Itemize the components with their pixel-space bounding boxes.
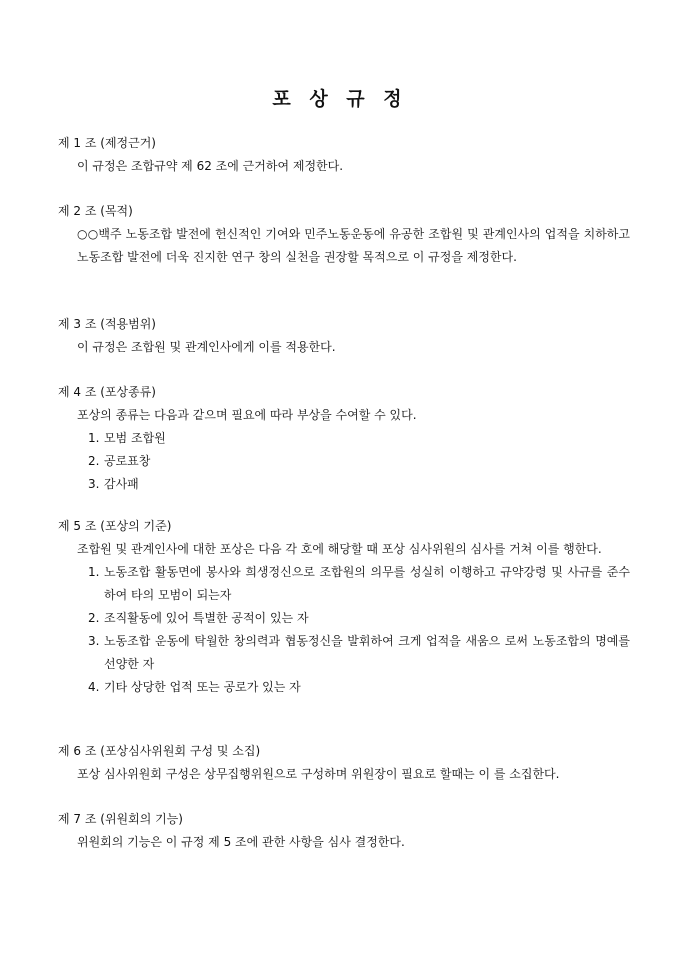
article-heading: 제 7 조 (위원회의 기능) [58,812,183,826]
list-item [88,473,630,496]
article-heading: 제 5 조 (포상의 기준) [58,519,172,533]
article-body: ○○백주 노동조합 발전에 헌신적인 기여와 민주노동운동에 유공한 조합원 및 관계인사의 업적을 치하하고 노동조합 발전에 더욱 진지한 연구 창의 실천을 권장할 목적으로 이 규정을 제정한다. [77,227,630,264]
item-text: 노동조합 운동에 탁월한 창의력과 협동정신을 발휘하여 크게 업적을 새움으 로써 노동조합의 명예를 선양한 자 [104,634,630,671]
article-heading: 제 2 조 (목적) [58,204,133,218]
article-body: 포상 심사위원회 구성은 상무집행위원으로 구성하며 위원장이 필요로 할때는 이 를 소집한다. [77,767,560,781]
list-item [88,450,630,473]
article-heading: 제 3 조 (적용범위) [58,317,156,331]
list-item [88,676,630,699]
article-heading: 제 4 조 (포상종류) [58,385,156,399]
article-4 [58,381,630,496]
list-item [88,427,630,450]
item-text: 노동조합 활동면에 봉사와 희생정신으로 조합원의 의무를 성실히 이행하고 규약강령 및 사규를 준수하여 타의 모범이 되는자 [104,565,630,602]
article-3 [58,313,630,359]
document-title: 포 상 규 정 [272,88,408,110]
item-number: 3. [88,634,100,648]
item-number: 2. [88,454,100,468]
item-list [88,561,630,699]
item-text: 감사패 [104,477,139,491]
article-heading: 제 6 조 (포상심사위원회 구성 및 소집) [58,744,261,758]
article-2 [58,200,630,269]
article-body: 조합원 및 관계인사에 대한 포상은 다음 각 호에 해당할 때 포상 심사위원의 심사를 거쳐 이를 행한다. [77,542,602,556]
item-text: 기타 상당한 업적 또는 공로가 있는 자 [104,680,301,694]
article-body: 이 규정은 조합규약 제 62 조에 근거하여 제정한다. [77,159,344,173]
article-6 [58,740,630,786]
article-7 [58,808,630,854]
item-list [88,427,630,496]
item-number: 1. [88,431,100,445]
item-text: 조직활동에 있어 특별한 공적이 있는 자 [104,611,309,625]
list-item [88,607,630,630]
item-number: 4. [88,680,100,694]
item-number: 2. [88,611,100,625]
article-body: 이 규정은 조합원 및 관계인사에게 이를 적용한다. [77,340,336,354]
article-5 [58,515,630,699]
list-item [88,630,630,676]
item-text: 공로표창 [104,454,151,468]
article-heading: 제 1 조 (제정근거) [58,136,156,150]
article-body: 위원회의 기능은 이 규정 제 5 조에 관한 사항을 심사 결정한다. [77,835,405,849]
article-1 [58,132,630,178]
item-number: 1. [88,565,100,579]
item-text: 모범 조합원 [104,431,166,445]
article-body: 포상의 종류는 다음과 같으며 필요에 따라 부상을 수여할 수 있다. [77,408,417,422]
item-number: 3. [88,477,100,491]
list-item [88,561,630,607]
